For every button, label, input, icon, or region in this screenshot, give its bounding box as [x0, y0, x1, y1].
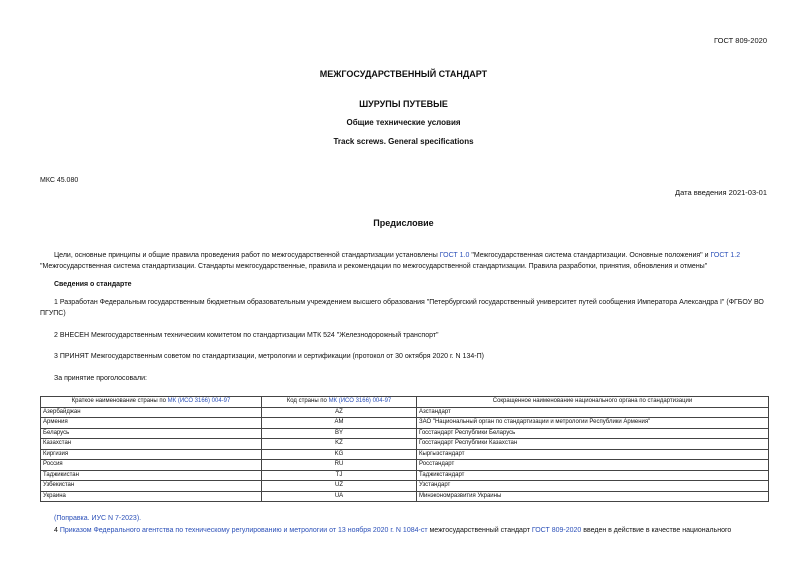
item-1: 1 Разработан Федеральным государственным бюджетным образовательным учреждением высшего образования "Петербургский государственный университет путей сообщения Императора Александра I" (ФГБОУ ВО ПГУПС) — [40, 299, 764, 317]
header-code-text: Код страны по — [286, 398, 329, 404]
foreword-paragraph — [40, 251, 768, 272]
document-title: ШУРУПЫ ПУТЕВЫЕ — [359, 99, 448, 109]
table-header-row — [41, 397, 769, 408]
code-cell: KZ — [262, 439, 417, 450]
body-cell: Таджикстандарт — [417, 470, 769, 481]
country-cell: Азербайджан — [41, 407, 262, 418]
amendment-note[interactable]: (Поправка. ИУС N 7-2023). — [54, 515, 142, 522]
item-4 — [40, 526, 768, 537]
gost-809-link[interactable]: ГОСТ 809-2020 — [531, 527, 582, 534]
code-cell: KG — [262, 449, 417, 460]
table-row — [41, 481, 769, 492]
table-row — [41, 449, 769, 460]
foreword-heading: Предисловие — [373, 218, 434, 228]
table-row — [41, 407, 769, 418]
code-cell: BY — [262, 428, 417, 439]
table-row — [41, 470, 769, 481]
country-cell: Узбекистан — [41, 481, 262, 492]
code-cell: UA — [262, 491, 417, 502]
country-cell: Таджикистан — [41, 470, 262, 481]
body-cell: Росстандарт — [417, 460, 769, 471]
header-country — [41, 397, 262, 408]
country-cell: Киргизия — [41, 449, 262, 460]
table-row — [41, 418, 769, 429]
country-cell: Беларусь — [41, 428, 262, 439]
mk-iso-link[interactable]: МК (ИСО 3166) 004-97 — [167, 398, 231, 404]
about-standard-heading: Сведения о стандарте — [54, 281, 132, 288]
body-cell: ЗАО "Национальный орган по стандартизации и метрологии Республики Армения" — [417, 418, 769, 429]
country-cell: Россия — [41, 460, 262, 471]
code-cell: AM — [262, 418, 417, 429]
country-cell: Армения — [41, 418, 262, 429]
mks-code: МКС 45.080 — [40, 177, 79, 184]
voted-label: За принятие проголосовали: — [54, 375, 147, 382]
table-row — [41, 491, 769, 502]
body-cell: Госстандарт Республики Беларусь — [417, 428, 769, 439]
effective-date: Дата введения 2021-03-01 — [675, 188, 767, 197]
body-cell: Госстандарт Республики Казахстан — [417, 439, 769, 450]
item-3: 3 ПРИНЯТ Межгосударственным советом по стандартизации, метрологии и сертификации (протокол от 30 октября 2020 г. N 134-П) — [54, 353, 484, 360]
table-row — [41, 428, 769, 439]
header-country-text: Краткое наименование страны по — [71, 398, 168, 404]
english-title: Track screws. General specifications — [333, 137, 474, 146]
p1-text-pre: Цели, основные принципы и общие правила проведения работ по межгосударственной стандартизации установлены — [54, 252, 440, 259]
voting-table — [40, 396, 769, 502]
code-cell: RU — [262, 460, 417, 471]
table-row — [41, 460, 769, 471]
code-cell: TJ — [262, 470, 417, 481]
body-cell: Азстандарт — [417, 407, 769, 418]
country-cell: Украина — [41, 491, 262, 502]
header-code — [262, 397, 417, 408]
standard-type: МЕЖГОСУДАРСТВЕННЫЙ СТАНДАРТ — [319, 69, 488, 79]
country-cell: Казахстан — [41, 439, 262, 450]
document-subtitle: Общие технические условия — [346, 118, 461, 127]
body-cell: Узстандарт — [417, 481, 769, 492]
p1-text-mid: "Межгосударственная система стандартизации. Основные положения" и — [469, 252, 711, 259]
item4-mid: межгосударственный стандарт — [427, 527, 532, 534]
gost-1-2-link[interactable]: ГОСТ 1.2 — [710, 252, 741, 259]
mk-iso-link[interactable]: МК (ИСО 3166) 004-97 — [328, 398, 392, 404]
document-code: ГОСТ 809-2020 — [713, 36, 767, 45]
p1-text-post: "Межгосударственная система стандартизации. Стандарты межгосударственные, правила и рекомендации по межгосударственной стандартизации. Правила разработки, принятия, обновления и отмены" — [40, 262, 708, 270]
item4-post: введен в действие в качестве национального — [581, 527, 732, 534]
header-body: Сокращенное наименование национального органа по стандартизации — [417, 397, 769, 408]
table-row — [41, 439, 769, 450]
item4-pre: 4 — [54, 527, 60, 534]
body-cell: Минэкономразвития Украины — [417, 491, 769, 502]
code-cell: UZ — [262, 481, 417, 492]
code-cell: AZ — [262, 407, 417, 418]
gost-1-0-link[interactable]: ГОСТ 1.0 — [439, 252, 470, 259]
body-cell: Кыргызстандарт — [417, 449, 769, 460]
item-2: 2 ВНЕСЕН Межгосударственным техническим комитетом по стандартизации МТК 524 "Железнодорожный транспорт" — [54, 332, 439, 339]
order-link[interactable]: Приказом Федерального агентства по техническому регулированию и метрологии от 13 ноября 2020 г. N 1084-ст — [59, 527, 428, 534]
